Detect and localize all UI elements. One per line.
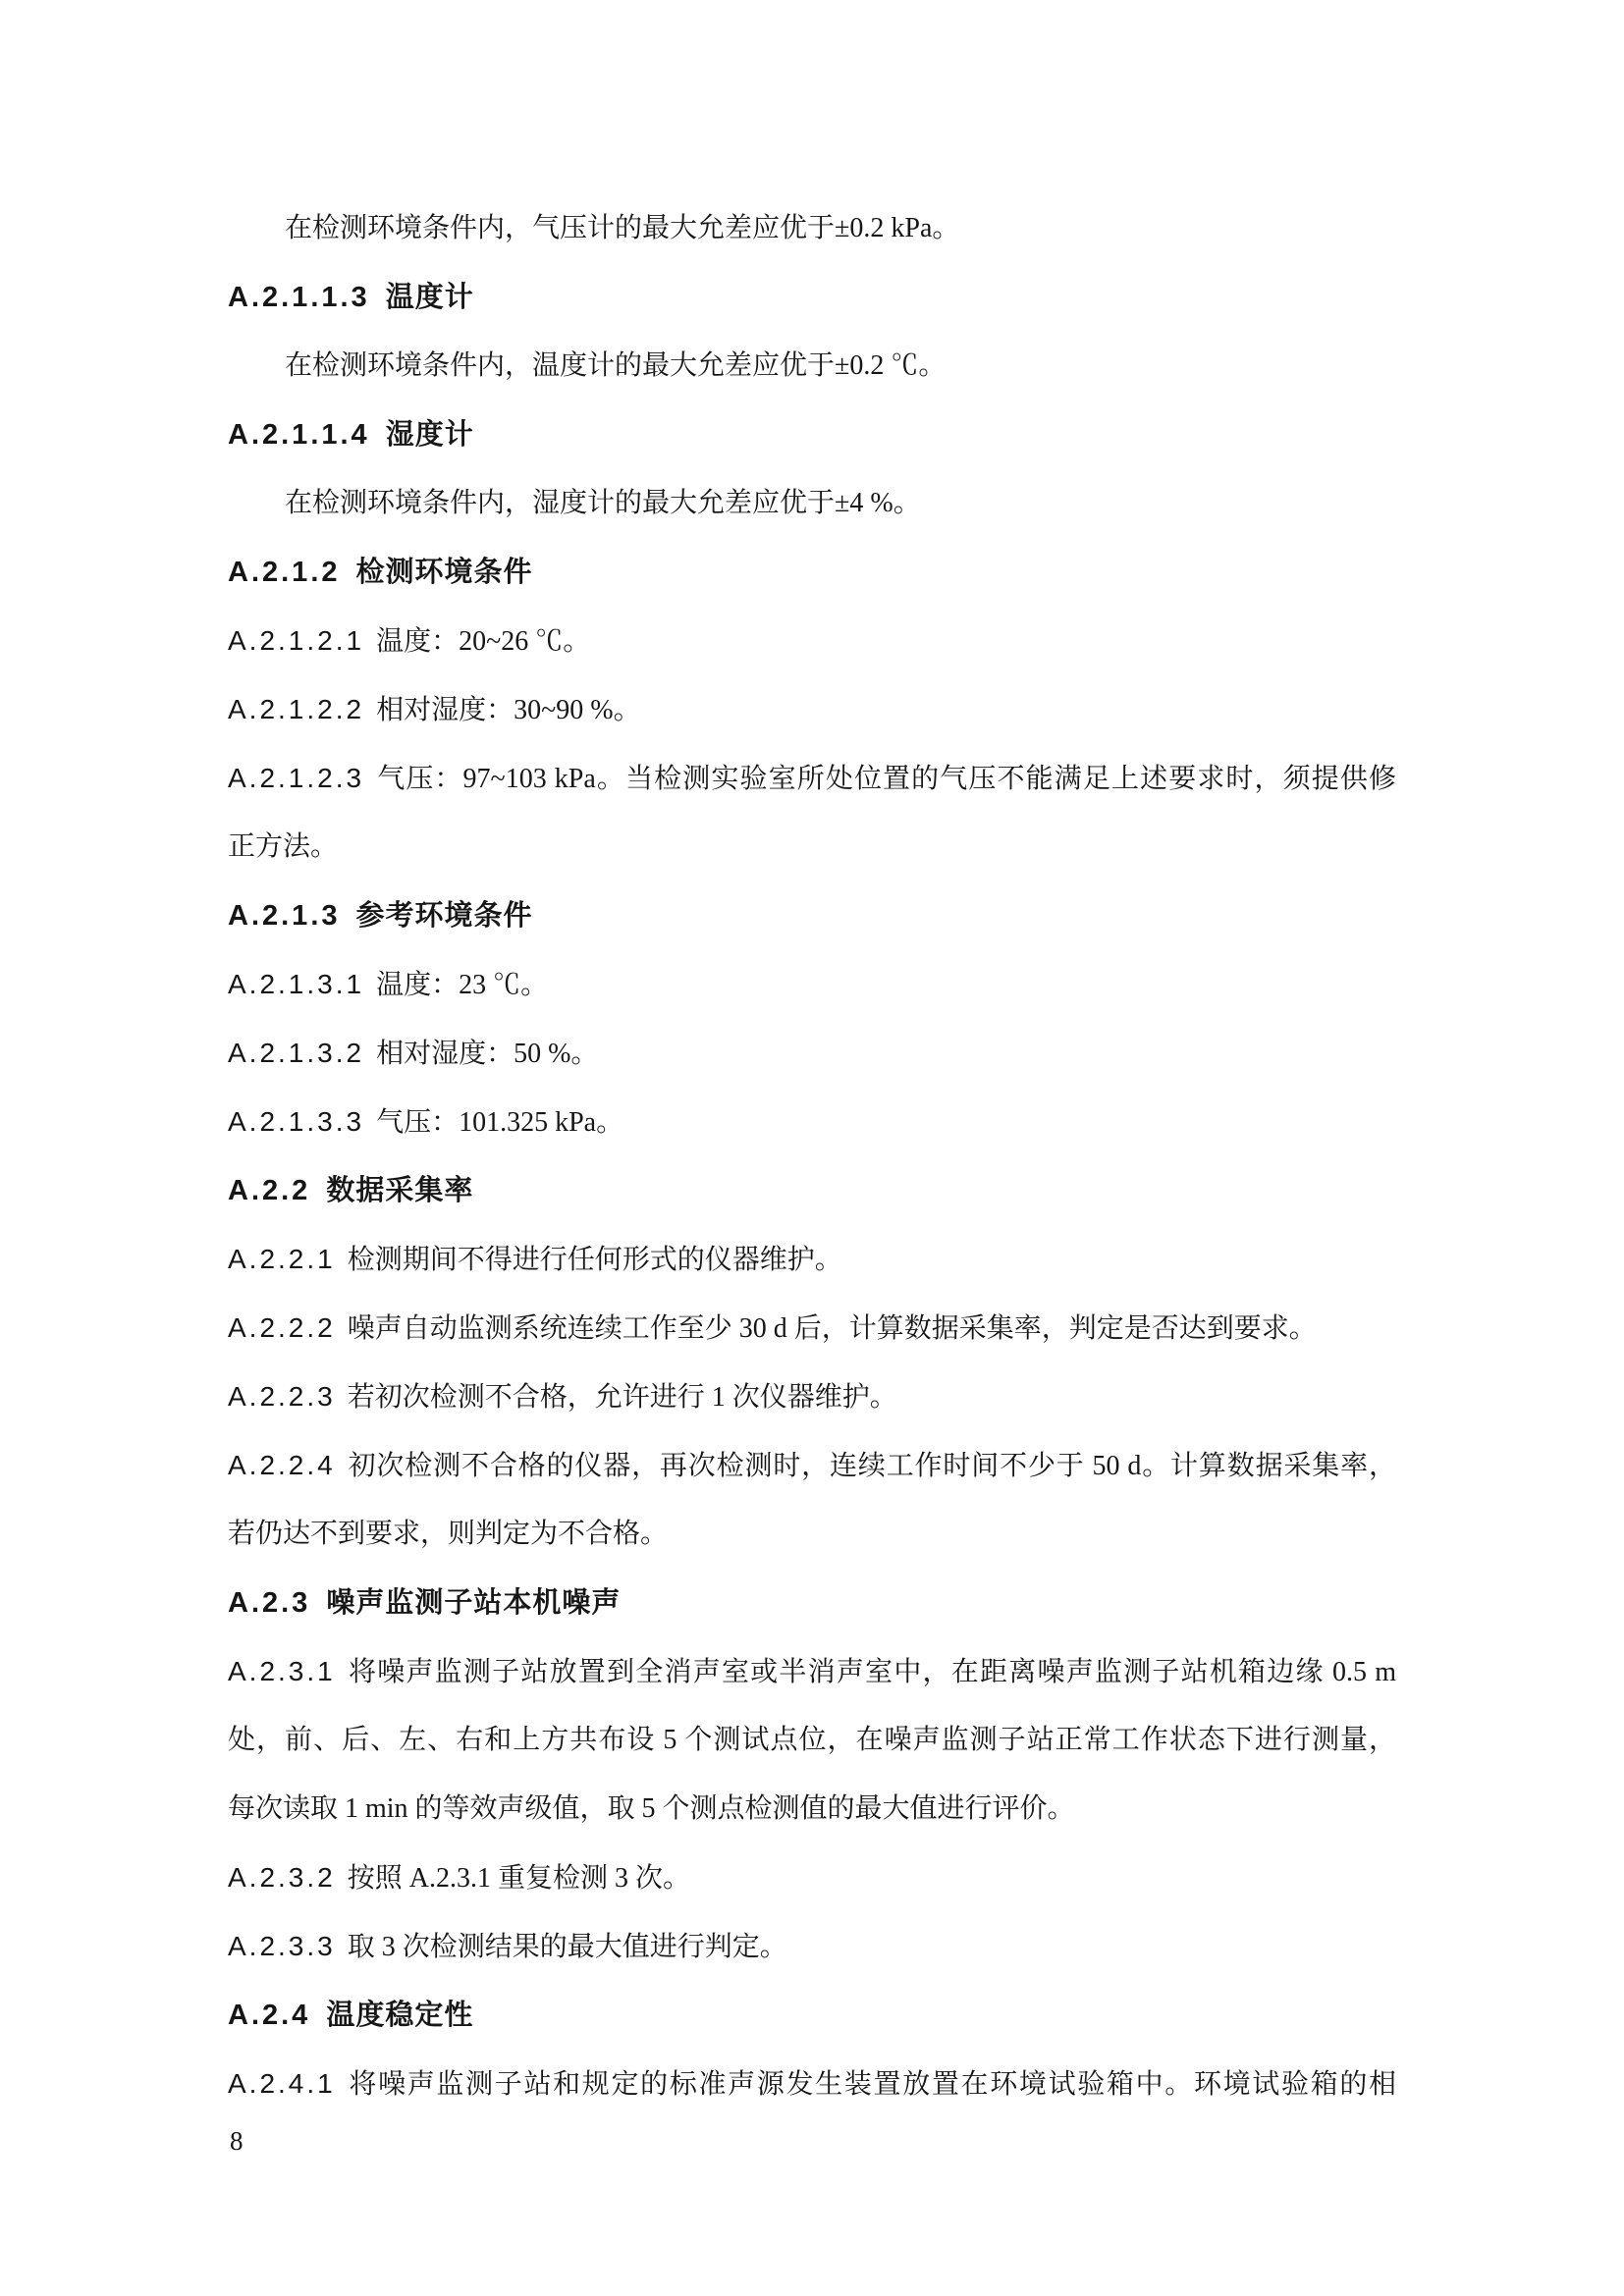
heading-title: 参考环境条件 <box>355 900 533 932</box>
heading-title: 数据采集率 <box>326 1175 474 1206</box>
clause-number: A.2.3.3 <box>228 1931 336 1961</box>
heading-number: A.2.4 <box>228 2000 311 2031</box>
clause-continuation: 处，前、后、左、右和上方共布设 5 个测试点位，在噪声监测子站正常工作状态下进行测量， <box>228 1725 1396 1755</box>
heading-number: A.2.1.2 <box>228 557 341 588</box>
section-heading <box>228 881 1396 950</box>
clause-text: 若初次检测不合格，允许进行 1 次仪器维护。 <box>347 1382 897 1413</box>
clause-number: A.2.2.1 <box>228 1244 336 1274</box>
section-heading <box>228 263 1396 332</box>
heading-number: A.2.1.1.3 <box>228 282 370 313</box>
clause-text: 检测期间不得进行任何形式的仪器维护。 <box>347 1245 842 1275</box>
clause-number: A.2.1.3.1 <box>228 969 365 999</box>
heading-number: A.2.1.1.4 <box>228 419 370 451</box>
clause-text: 相对湿度：30~90 %。 <box>376 695 641 725</box>
clause-item <box>228 1431 1396 1500</box>
clause-number: A.2.1.2.1 <box>228 625 365 656</box>
clause-text: 气压：101.325 kPa。 <box>376 1107 624 1138</box>
heading-title: 温度稳定性 <box>326 2000 474 2031</box>
clause-item <box>228 744 1396 813</box>
clause-number: A.2.2.4 <box>228 1450 336 1480</box>
clause-text: 按照 A.2.3.1 重复检测 3 次。 <box>347 1863 690 1894</box>
clause-item <box>228 1225 1396 1294</box>
clause-text: 初次检测不合格的仪器，再次检测时，连续工作时间不少于 50 d。计算数据采集率， <box>347 1451 1396 1481</box>
page-number: 8 <box>230 2126 244 2156</box>
section-heading <box>228 538 1396 607</box>
heading-number: A.2.1.3 <box>228 900 341 932</box>
clause-number: A.2.4.1 <box>228 2068 336 2099</box>
clause-item <box>228 1843 1396 1912</box>
heading-title: 检测环境条件 <box>355 557 533 588</box>
section-heading <box>228 400 1396 469</box>
section-heading <box>228 1981 1396 2050</box>
clause-item <box>228 2050 1396 2118</box>
heading-number: A.2.2 <box>228 1175 311 1206</box>
clause-number: A.2.3.2 <box>228 1862 336 1893</box>
clause-text: 温度：20~26 ℃。 <box>376 626 591 657</box>
clause-number: A.2.1.3.3 <box>228 1106 365 1137</box>
clause-item <box>228 1912 1396 1981</box>
clause-text: 将噪声监测子站和规定的标准声源发生装置放置在环境试验箱中。环境试验箱的相 <box>347 2069 1396 2100</box>
clause-item <box>228 1019 1396 1088</box>
section-heading <box>228 1156 1396 1225</box>
clause-item <box>228 950 1396 1019</box>
clause-text: 温度：23 ℃。 <box>376 970 549 1000</box>
clause-continuation: 每次读取 1 min 的等效声级值，取 5 个测点检测值的最大值进行评价。 <box>228 1793 1075 1824</box>
clause-number: A.2.3.1 <box>228 1656 336 1686</box>
clause-number: A.2.1.2.2 <box>228 694 365 724</box>
clause-text: 噪声自动监测系统连续工作至少 30 d 后，计算数据采集率，判定是否达到要求。 <box>347 1313 1317 1344</box>
section-heading <box>228 1569 1396 1637</box>
heading-number: A.2.3 <box>228 1587 311 1619</box>
clause-continuation: 正方法。 <box>228 831 339 862</box>
paragraph: 在检测环境条件内，湿度计的最大允差应优于±4 %。 <box>285 488 921 518</box>
clause-item <box>228 1294 1396 1362</box>
heading-title: 噪声监测子站本机噪声 <box>326 1587 622 1619</box>
clause-text: 取 3 次检测结果的最大值进行判定。 <box>347 1932 787 1962</box>
paragraph: 在检测环境条件内，温度计的最大允差应优于±0.2 ℃。 <box>285 350 947 381</box>
clause-item <box>228 1362 1396 1431</box>
paragraph: 在检测环境条件内，气压计的最大允差应优于±0.2 kPa。 <box>285 213 960 243</box>
clause-number: A.2.1.3.2 <box>228 1038 365 1068</box>
heading-title: 温度计 <box>385 282 474 313</box>
clause-text: 相对湿度：50 %。 <box>376 1039 599 1069</box>
clause-number: A.2.2.2 <box>228 1312 336 1343</box>
clause-continuation: 若仍达不到要求，则判定为不合格。 <box>228 1519 669 1549</box>
clause-number: A.2.1.2.3 <box>228 763 365 793</box>
clause-number: A.2.2.3 <box>228 1381 336 1412</box>
clause-text: 将噪声监测子站放置到全消声室或半消声室中，在距离噪声监测子站机箱边缘 0.5 m <box>347 1657 1396 1687</box>
clause-item <box>228 607 1396 675</box>
clause-item <box>228 1637 1396 1706</box>
clause-text: 气压：97~103 kPa。当检测实验室所处位置的气压不能满足上述要求时，须提供修 <box>376 764 1396 794</box>
clause-item <box>228 1088 1396 1156</box>
document-content <box>228 194 1396 2118</box>
clause-item <box>228 675 1396 744</box>
heading-title: 湿度计 <box>385 419 474 451</box>
